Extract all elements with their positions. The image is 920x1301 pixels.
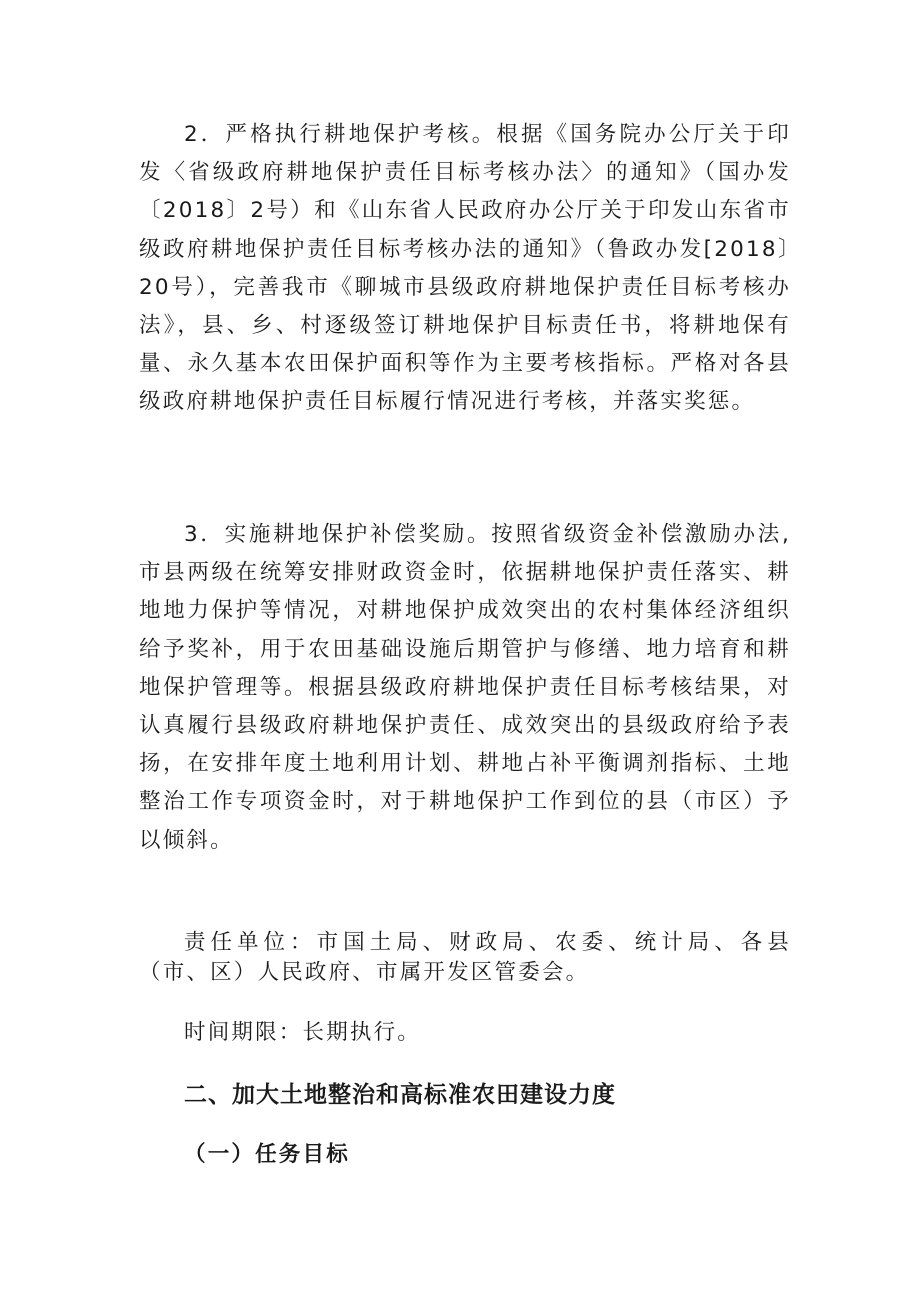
paragraph-farmland-protection-compensation: 3．实施耕地保护补偿奖励。按照省级资金补偿激励办法,市县两级在统筹安排财政资金时，依据耕地保护责任落实、耕地地力保护等情况，对耕地保护成效突出的农村集体经济组织给予奖补，用于农田基础设施后期管护与修缮、地力培育和耕地保护管理等。根据县级政府耕地保护责任目标考核结果，对认真履行县级政府耕地保护责任、成效突出的县级政府给予表扬，在安排年度土地利用计划、耕地占补平衡调剂指标、土地整治工作专项资金时，对于耕地保护工作到位的县（市区）予以倾斜。	[139, 522, 791, 853]
paragraph-responsible-units: 责任单位：市国土局、财政局、农委、统计局、各县（市、区）人民政府、市属开发区管委会。	[139, 930, 791, 985]
section-heading: 二、加大土地整治和高标准农田建设力度	[184, 1082, 616, 1108]
paragraph-farmland-protection-assessment: 2．严格执行耕地保护考核。根据《国务院办公厅关于印发〈省级政府耕地保护责任目标考核办法〉的通知》（国办发〔2018〕2号）和《山东省人民政府办公厅关于印发山东省市级政府耕地保护责任目标考核办法的通知》（鲁政办发[2018〕20号），完善我市《聊城市县级政府耕地保护责任目标考核办法》，县、乡、村逐级签订耕地保护目标责任书，将耕地保有量、永久基本农田保护面积等作为主要考核指标。严格对各县级政府耕地保护责任目标履行情况进行考核，并落实奖惩。	[139, 122, 791, 415]
subsection-heading: （一）任务目标	[184, 1142, 350, 1167]
paragraph-time-limit: 时间期限：长期执行。	[184, 1020, 422, 1045]
